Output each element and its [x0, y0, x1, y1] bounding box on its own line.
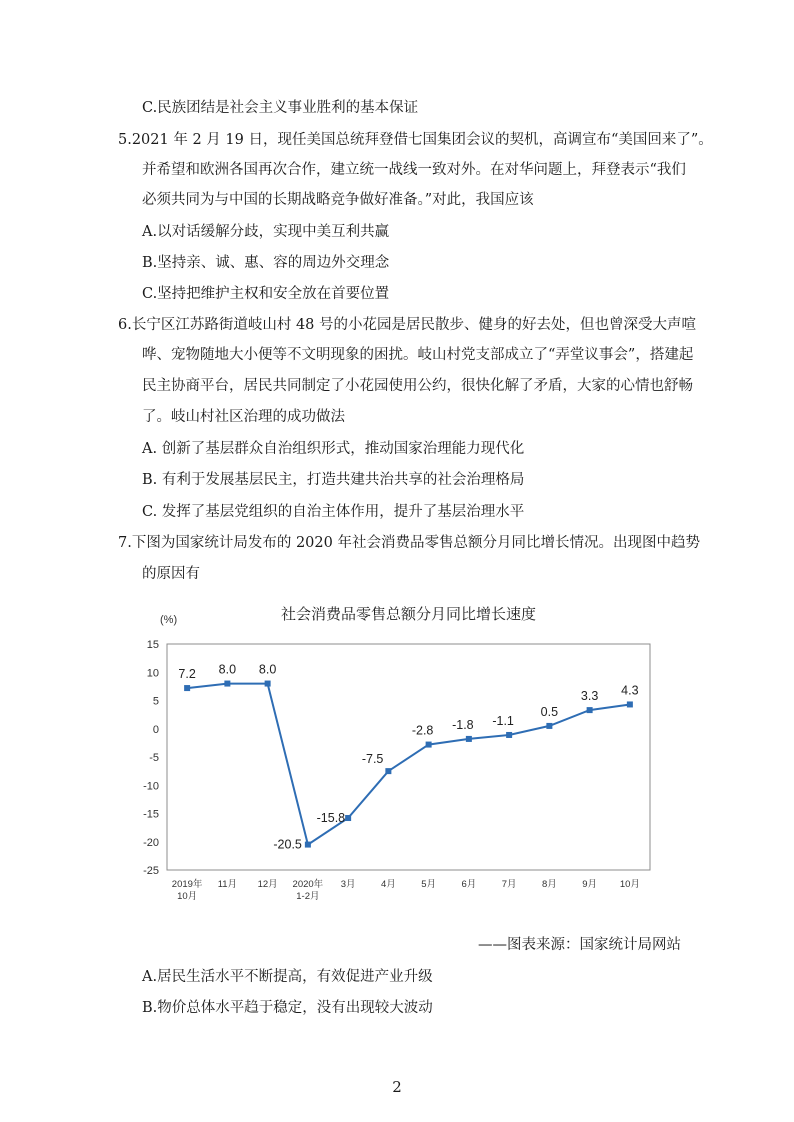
question-6-line-1: 6.长宁区江苏路街道岐山村 48 号的小花园是居民散步、健身的好去处，但也曾深受大声喧: [118, 317, 696, 333]
question-5-line-2: 并希望和欧洲各国再次合作，建立统一战线一致对外。在对华问题上，拜登表示“我们: [142, 162, 686, 178]
x-tick-label: 1-2月: [296, 891, 320, 902]
x-tick-label: 9月: [582, 879, 598, 890]
data-label: 7.2: [178, 667, 196, 682]
page-number: 2: [392, 1078, 402, 1096]
x-tick-label: 5月: [421, 879, 437, 890]
data-label: 0.5: [540, 704, 559, 719]
question-7-line-1: 7.下图为国家统计局发布的 2020 年社会消费品零售总额分月同比增长情况。出现图中趋势: [118, 535, 700, 551]
data-point: [587, 707, 593, 713]
question-5-line-1: 5.2021 年 2 月 19 日，现任美国总统拜登借七国集团会议的契机，高调宣布“美国回来了”。: [118, 132, 713, 148]
y-tick-label: -10: [143, 780, 159, 793]
question-6-option-b: B. 有利于发展基层民主，打造共建共治共享的社会治理格局: [142, 472, 525, 488]
x-tick-label: 11月: [217, 879, 238, 890]
x-tick-label: 8月: [541, 879, 557, 890]
series-line: [187, 684, 630, 845]
x-tick-label: 7月: [501, 879, 517, 890]
y-axis-unit-label: (%): [160, 614, 178, 626]
option-a-living-standard: A.居民生活水平不断提高，有效促进产业升级: [142, 969, 433, 985]
question-7-line-2: 的原因有: [142, 566, 200, 582]
x-tick-label: 3月: [340, 879, 356, 890]
data-label: -20.5: [273, 837, 302, 852]
y-tick-label: 5: [152, 695, 159, 708]
data-point: [466, 736, 472, 742]
x-tick-label: 6月: [461, 879, 477, 890]
data-label: -2.8: [411, 723, 434, 738]
data-label: 4.3: [621, 683, 639, 698]
data-point: [546, 723, 552, 729]
data-point: [265, 681, 271, 687]
x-tick-label: 10月: [177, 891, 198, 902]
y-tick-label: 10: [146, 667, 159, 680]
data-label: -7.5: [361, 752, 384, 767]
data-label: -15.8: [316, 811, 346, 826]
option-b-price-level: B.物价总体水平趋于稳定，没有出现较大波动: [142, 1000, 433, 1016]
data-label: 3.3: [580, 689, 599, 704]
y-tick-label: -15: [143, 808, 159, 821]
y-tick-label: -5: [149, 752, 159, 764]
data-point: [305, 842, 311, 848]
question-5-option-a: A.以对话缓解分歧，实现中美互利共赢: [142, 224, 390, 240]
question-6-option-c: C. 发挥了基层党组织的自治主体作用，提升了基层治理水平: [142, 504, 525, 520]
data-point: [345, 815, 351, 821]
y-tick-label: -25: [143, 865, 159, 877]
question-5-option-b: B.坚持亲、诚、惠、容的周边外交理念: [142, 255, 390, 271]
data-point: [184, 685, 190, 691]
x-tick-label: 2020年: [292, 879, 324, 890]
x-tick-label: 12月: [257, 879, 278, 890]
y-tick-label: 15: [146, 639, 159, 651]
data-label: -1.1: [492, 713, 514, 728]
question-6-line-3: 民主协商平台，居民共同制定了小花园使用公约，很快化解了矛盾，大家的心情也舒畅: [142, 378, 693, 394]
question-5-line-3: 必须共同为与中国的长期战略竞争做好准备。”对此，我国应该: [142, 192, 534, 208]
data-label: 8.0: [258, 662, 277, 677]
y-tick-label: 0: [152, 723, 159, 736]
y-tick-label: -20: [143, 836, 159, 849]
data-label: 8.0: [218, 662, 237, 677]
chart-svg: [120, 595, 680, 925]
line-c-ethnic-unity: C.民族团结是社会主义事业胜利的基本保证: [142, 100, 419, 116]
chart-source: ——图表来源：国家统计局网站: [478, 937, 681, 953]
data-point: [385, 768, 391, 774]
data-label: -1.8: [452, 717, 474, 732]
retail-sales-chart: [120, 595, 680, 925]
chart-title: 社会消费品零售总额分月同比增长速度: [280, 606, 537, 623]
question-6-line-2: 哗、宠物随地大小便等不文明现象的困扰。岐山村党支部成立了“弄堂议事会”，搭建起: [142, 347, 694, 363]
x-tick-label: 10月: [619, 879, 640, 890]
data-point: [224, 681, 230, 687]
data-point: [627, 701, 633, 707]
question-5-option-c: C.坚持把维护主权和安全放在首要位置: [142, 286, 390, 302]
x-tick-label: 2019年: [171, 879, 203, 890]
question-6-line-4: 了。岐山村社区治理的成功做法: [142, 409, 345, 425]
x-tick-label: 4月: [380, 879, 396, 890]
data-point: [426, 742, 432, 748]
data-point: [506, 732, 512, 738]
question-6-option-a: A. 创新了基层群众自治组织形式，推动国家治理能力现代化: [142, 441, 525, 457]
